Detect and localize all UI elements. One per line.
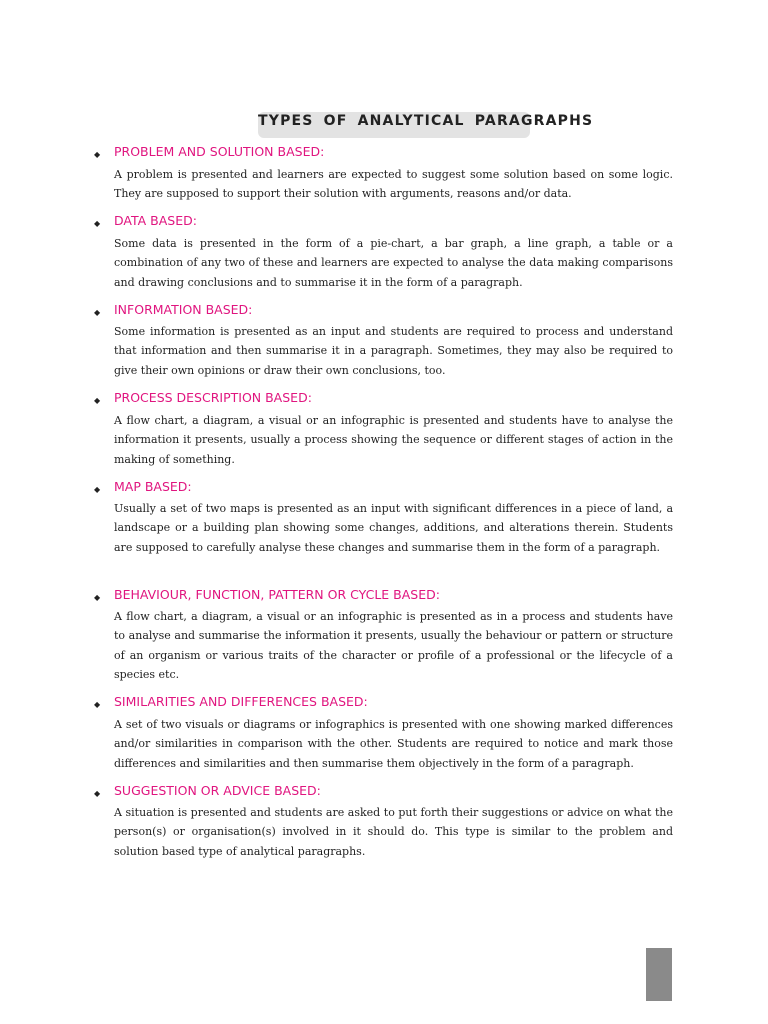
section-heading: DATA BASED:: [114, 213, 197, 228]
section-heading: SUGGESTION OR ADVICE BASED:: [114, 783, 321, 798]
title-block: [258, 110, 594, 138]
section-heading: PROBLEM AND SOLUTION BASED:: [114, 144, 325, 159]
bullet-icon: ◆: [94, 396, 101, 405]
section-text: Some information is presented as an input and students are required to process and understand that information and then summarise it in a paragraph. Sometimes, they may also be required to give their own opinions or draw their own conclusions, too.: [114, 325, 673, 377]
section-text: A flow chart, a diagram, a visual or an infographic is presented as in a process and students have to analyse and summarise the information it presents, usually the behaviour or pattern or structure of an organism or various traits of the character or profile of a professional or the lifecycle of a species etc.: [114, 610, 673, 681]
bullet-icon: ◆: [94, 308, 101, 317]
section-text: A problem is presented and learners are expected to suggest some solution based on some logic. They are supposed to support their solution with arguments, reasons and/or data.: [114, 168, 673, 201]
section-heading: MAP BASED:: [114, 479, 192, 494]
bullet-icon: ◆: [94, 219, 101, 228]
section-heading: INFORMATION BASED:: [114, 302, 253, 317]
bullet-icon: ◆: [94, 593, 101, 602]
bullet-icon: ◆: [94, 150, 101, 159]
section-text: A flow chart, a diagram, a visual or an infographic is presented and students have to analyse the information it presents, usually a process showing the sequence or different stages of action in the making of something.: [114, 414, 673, 466]
page-edge-tab: [646, 948, 672, 1001]
section-text: Some data is presented in the form of a pie-chart, a bar graph, a line graph, a table or a combination of any two of these and learners are expected to analyse the data making comparisons and drawing conclusions and to summarise it in the form of a paragraph.: [114, 237, 673, 289]
bullet-icon: ◆: [94, 700, 101, 709]
section-text: A set of two visuals or diagrams or infographics is presented with one showing marked differences and/or similarities in comparison with the other. Students are required to notice and mark those differences and similarities and then summarise them objectively in the form of a paragraph.: [114, 718, 673, 770]
section-text: A situation is presented and students are asked to put forth their suggestions or advice on what the person(s) or organisation(s) involved in it should do. This type is similar to the problem and solution based type of analytical paragraphs.: [114, 806, 673, 858]
bullet-icon: ◆: [94, 485, 101, 494]
section-text: Usually a set of two maps is presented as an input with significant differences in a piece of land, a landscape or a building plan showing some changes, additions, and alterations therein. Students are supposed to carefully analyse these changes and summarise them in the form of a paragraph.: [114, 502, 673, 554]
section-heading: PROCESS DESCRIPTION BASED:: [114, 390, 312, 405]
section-heading: BEHAVIOUR, FUNCTION, PATTERN OR CYCLE BASED:: [114, 587, 440, 602]
section-heading: SIMILARITIES AND DIFFERENCES BASED:: [114, 694, 368, 709]
page-title: TYPES OF ANALYTICAL PARAGRAPHS: [258, 113, 594, 129]
bullet-icon: ◆: [94, 789, 101, 798]
